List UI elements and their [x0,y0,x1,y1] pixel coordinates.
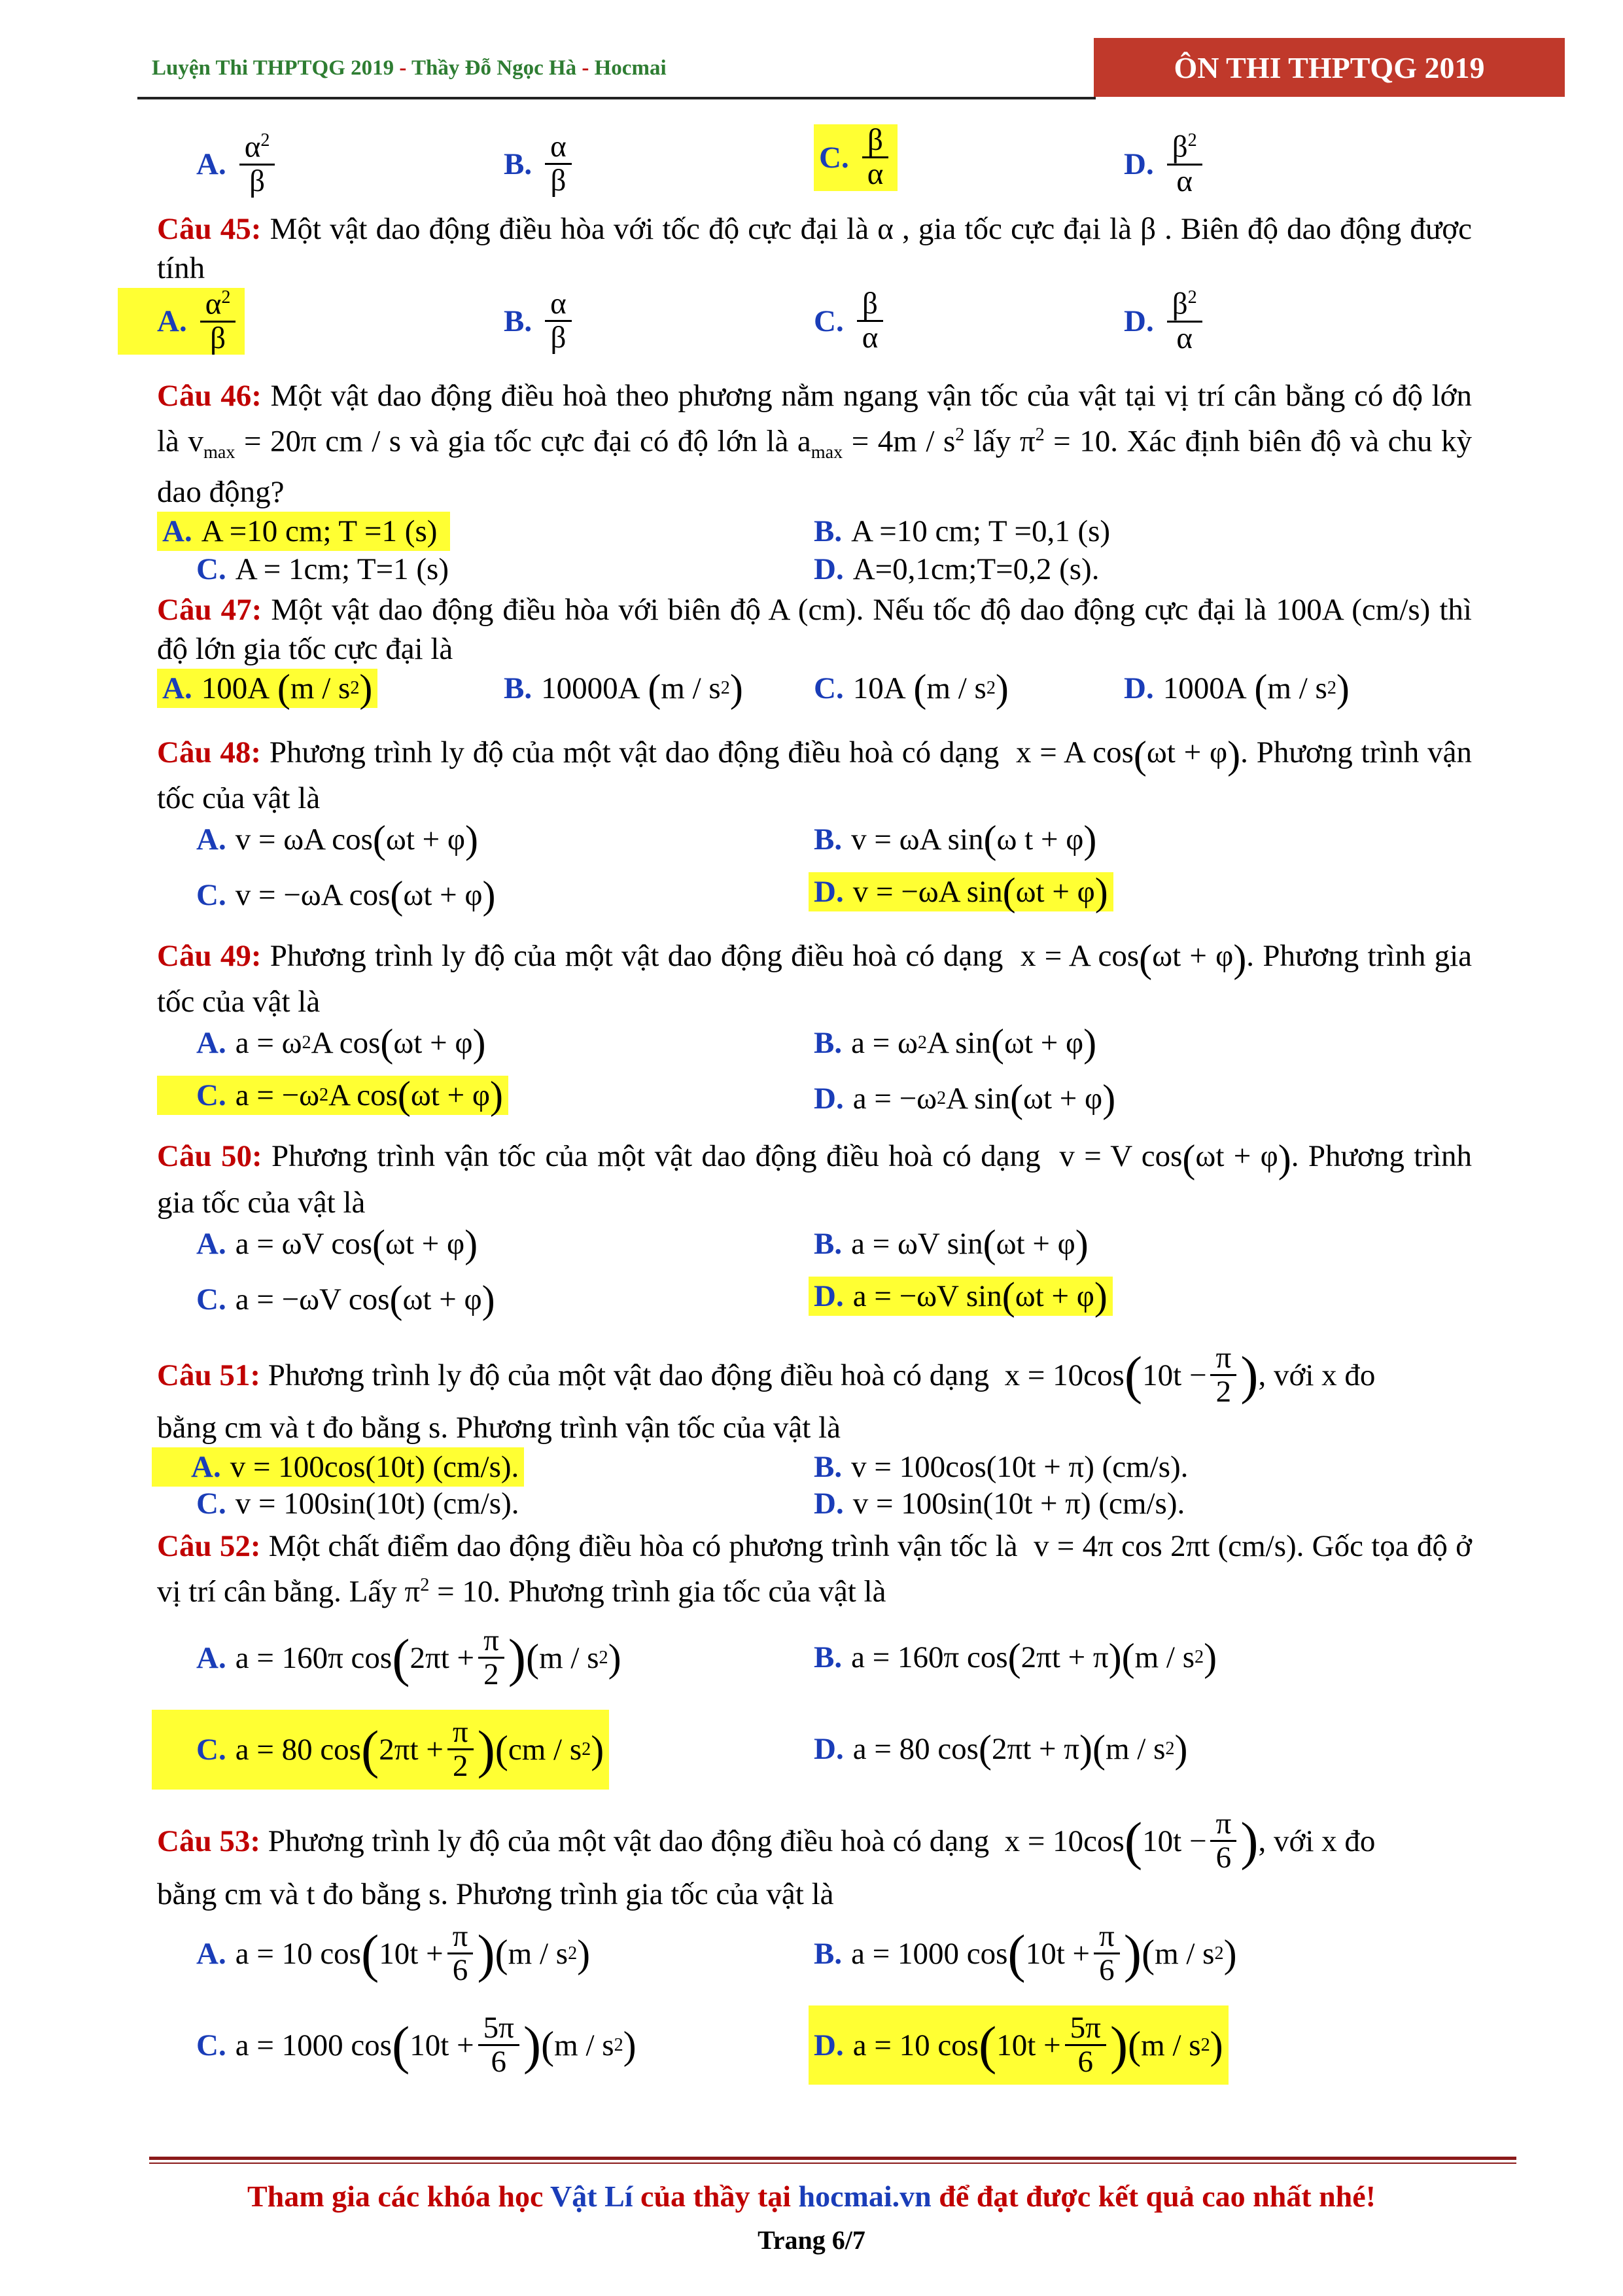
q48-option-a: A. v = ωA cos ( ωt + φ ) [196,818,479,862]
q50-options [157,1224,1472,1335]
q50-option-a: A. a = ωV cos ( ωt + φ ) [196,1222,478,1265]
q47-option-b: B. 10000A ( m / s 2 ) [504,667,743,711]
footer-divider-thin [149,2163,1516,2164]
q50-stem: Câu 50: Phương trình vận tốc của một vật dao động điều hoà có dạng v = V cos(ωt + φ). Phương trình gia tốc của vật là [157,1137,1472,1220]
q44-option-b: B. $\frac{\alpha}{\beta}$ [504,131,576,198]
q53-option-c: C. a = 1000 cos ( 10t + $\frac{5\pi}{6}$ ) ( m / s 2 ) [196,2010,637,2079]
q53-option-b: B. a = 1000 cos ( 10t + $\frac{\pi}{6}$ ) ( m / s 2 ) [814,1918,1237,1988]
q53-option-a: A. a = 10 cos ( 10t + $\frac{\pi}{6}$ ) ( m / s 2 ) [196,1918,591,1988]
header-title: Luyện Thi THPTQG 2019 - Thầy Đỗ Ngọc Hà - Hocmai [152,56,667,80]
q49-option-c-answer: C. a = −ω 2 A cos ( ωt + φ ) [157,1076,508,1115]
q46-option-b: B. A =10 cm; T =0,1 (s) [814,514,1111,549]
q45-options [157,288,1472,376]
q52-stem: Câu 52: Một chất điểm dao động điều hòa có phương trình vận tốc là v = 4π cos 2πt (cm/s). Gốc tọa độ ở vị trí cân bằng. Lấy $\pi^2 = 10$. Phương trình gia tốc của vật là [157,1529,1473,1610]
q47-stem: Câu 47: Một vật dao động điều hòa với biên độ A (cm). Nếu tốc độ dao động cực đại là 100A (cm/s) thì độ lớn gia tốc cực đại là [157,593,1472,667]
q48-option-d-answer: D. v = −ωA sin ( ωt + φ ) [809,872,1113,911]
q47-options [157,669,1472,731]
q49-option-a: A. a = ω 2 A cos ( ωt + φ ) [196,1021,486,1065]
q51-option-a-answer: A. v = 100cos(10t) (cm/s). [152,1447,524,1487]
q44-options [157,123,1472,209]
q51-option-d: D. v = 100sin(10t + π) (cm/s). [814,1487,1185,1521]
q51-option-c: C. v = 100sin(10t) (cm/s). [196,1487,519,1521]
q45-option-d: D. $\frac{\beta^2}{\alpha}$ [1124,288,1206,355]
header-divider [137,97,1096,99]
q50-option-b: B. a = ωV sin ( ωt + φ ) [814,1222,1089,1265]
q45-option-c: C. $\frac{\beta}{\alpha}$ [814,288,887,355]
q53-options [157,1914,1472,2097]
q52-option-a: A. a = 160π cos ( 2πt + $\frac{\pi}{2}$ ) ( m / s 2 ) [196,1623,621,1692]
q47-option-d: D. 1000A ( m / s 2 ) [1124,667,1350,711]
q46-stem: Câu 46: Một vật dao động điều hoà theo phương nằm ngang vận tốc của vật tại vị trí cân bằng có độ lớn là $v_{max} = 20\pi$ cm / s và gia tốc cực đại có độ lớn là $a_{max} = 4m / s^2$ lấy $\pi^2 = 10$. Xác định biên độ và chu kỳ dao động? [157,379,1473,510]
q52-option-d: D. a = 80 cos ( 2πt + π ) ( m / s 2 ) [814,1727,1188,1771]
q51-stem: Câu 51: Phương trình ly độ của một vật dao động điều hoà có dạng x = 10cos ( 10t − $\frac{\pi}{2}$ ) , với x đo [157,1340,1376,1409]
q44-option-a: A. $\frac{\alpha^2}{\beta}$ [196,131,279,198]
q52-option-c-answer: C. a = 80 cos ( 2πt + $\frac{\pi}{2}$ ) ( cm / s 2 ) [152,1710,609,1790]
q47-option-c: C. 10A ( m / s 2 ) [814,667,1009,711]
header-teacher: Thầy Đỗ Ngọc Hà [411,56,577,80]
q52-options [157,1612,1472,1801]
q52-option-b: B. a = 160π cos ( 2πt + π ) ( m / s 2 ) [814,1636,1217,1680]
q46-option-c: C. A = 1cm; T=1 (s) [196,552,449,587]
q53-stem: Câu 53: Phương trình ly độ của một vật dao động điều hoà có dạng x = 10cos ( 10t − $\frac{\pi}{6}$ ) , với x đo [157,1807,1376,1875]
document-body [157,123,1473,2097]
q44-option-c-answer: C. $\frac{\beta}{\alpha}$ [814,124,898,191]
q49-option-b: B. a = ω 2 A sin ( ωt + φ ) [814,1021,1097,1065]
q51-option-b: B. v = 100cos(10t + π) (cm/s). [814,1450,1189,1485]
q49-options [157,1023,1472,1135]
q48-option-b: B. v = ωA sin ( ω t + φ ) [814,818,1097,862]
q50-option-d-answer: D. a = −ωV sin ( ωt + φ ) [809,1277,1113,1316]
q53-option-d-answer: D. a = 10 cos ( 10t + $\frac{5\pi}{6}$ ) ( m / s 2 ) [809,2005,1229,2085]
header-site: Hocmai [594,56,667,80]
footer-divider [149,2157,1516,2160]
q44-option-d: D. $\frac{\beta^2}{\alpha}$ [1124,131,1206,198]
q45-option-a-answer: A. $\frac{\alpha^2}{\beta}$ [118,288,245,355]
q49-stem: Câu 49: Phương trình ly độ của một vật dao động điều hoà có dạng x = A cos(ωt + φ). Phương trình gia tốc của vật là [157,937,1473,1019]
q47-option-a-answer: A. 100A ( m / s 2 ) [157,669,377,708]
footer-link[interactable]: hocmai.vn [798,2180,932,2213]
q53-stem-line2: bằng cm và t đo bằng s. Phương trình gia tốc của vật là [157,1877,834,1911]
q51-stem-line2: bằng cm và t đo bằng s. Phương trình vận tốc của vật là [157,1411,841,1445]
q48-options [157,820,1472,934]
q45-stem: Câu 45: Một vật dao động điều hòa với tốc độ cực đại là α , gia tốc cực đại là β . Biên độ dao động được tính [157,212,1473,285]
page-number: Trang 6/7 [758,2225,865,2255]
q48-option-c: C. v = −ωA cos ( ωt + φ ) [196,874,496,917]
header-badge: ÔN THI THPTQG 2019 [1094,38,1565,97]
q49-option-d: D. a = −ω 2 A sin ( ωt + φ ) [814,1077,1116,1121]
q45-option-b: B. $\frac{\alpha}{\beta}$ [504,288,576,355]
header-course: Luyện Thi THPTQG 2019 [152,56,394,80]
q50-option-c: C. a = −ωV cos ( ωt + φ ) [196,1277,495,1321]
footer-promo: Tham gia các khóa học Vật Lí của thầy tại hocmai.vn để đạt được kết quả cao nhất nhé! [247,2180,1376,2213]
q48-stem: Câu 48: Phương trình ly độ của một vật dao động điều hoà có dạng x = A cos(ωt + φ). Phương trình vận tốc của vật là [157,733,1472,816]
q46-option-d: D. A=0,1cm;T=0,2 (s). [814,552,1100,587]
q46-options [157,512,1472,590]
q51-options [157,1447,1472,1523]
q46-option-a-answer: A. A =10 cm; T =1 (s) [157,512,450,551]
